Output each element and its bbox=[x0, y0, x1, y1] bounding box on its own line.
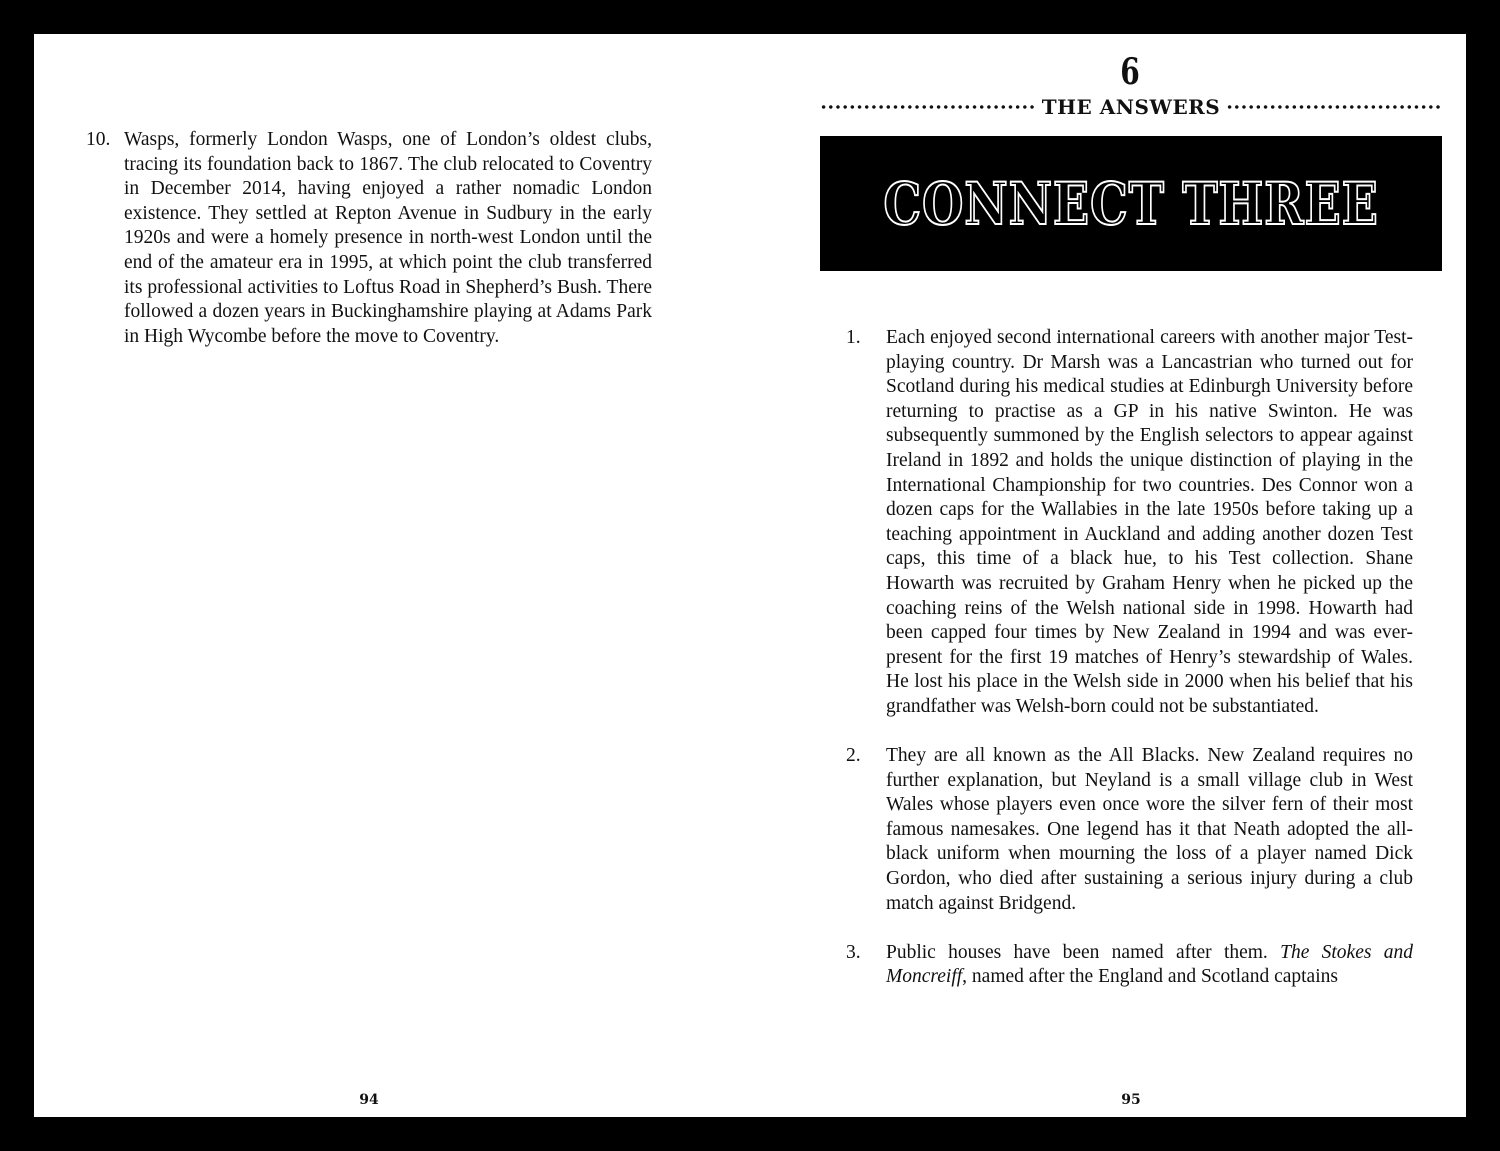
answer-number: 10. bbox=[86, 129, 111, 150]
answer-text-end: , named after the England and Scotland captains bbox=[962, 966, 1338, 988]
dotted-rule-left bbox=[820, 105, 1036, 109]
answer-text bbox=[886, 941, 1413, 990]
book-spread bbox=[34, 34, 1466, 1117]
answer-item-2 bbox=[846, 744, 1413, 916]
answer-number: 1. bbox=[846, 327, 861, 348]
answer-item-1 bbox=[846, 326, 1413, 720]
section-banner bbox=[820, 136, 1442, 271]
pub-name-italic: The Stokes and Moncreiff bbox=[886, 941, 1413, 988]
section-title: CONNECT THREE bbox=[883, 169, 1379, 238]
answer-text: Wasps, formerly London Wasps, one of London’s oldest clubs, tracing its foundation back to 1867. The club relocated to Coventry in December 2014, having enjoyed a rather nomadic London existence. They settled at Repton Avenue in Sudbury in the early 1920s and were a homely presence in north-west London until the end of the amateur era in 1995, at which point the club transferred its professional activities to Loftus Road in Shepherd’s Bush. There followed a dozen years in Buckinghamshire playing at Adams Park in High Wycombe before the move to Coventry. bbox=[124, 129, 652, 347]
answer-number: 3. bbox=[846, 941, 861, 963]
answer-text: They are all known as the All Blacks. New Zealand requires no further explanation, but Neyland is a small village club in West Wales whose players even once wore the silver fern of their most famous namesakes. One legend has it that Neath adopted the all-black uniform when mourning the loss of a player named Dick Gordon, who died after sustaining a serious injury during a club match against Bridgend. bbox=[886, 745, 1413, 914]
chapter-number: 6 bbox=[1120, 51, 1140, 93]
dotted-rule-right bbox=[1226, 105, 1442, 109]
page-number-left: 94 bbox=[359, 1092, 379, 1108]
left-page-answer bbox=[86, 128, 652, 349]
answer-item-3 bbox=[846, 941, 1413, 990]
page-number-right: 95 bbox=[1121, 1092, 1141, 1108]
right-page-answers bbox=[846, 326, 1413, 1015]
chapter-heading bbox=[820, 92, 1442, 122]
chapter-title: THE ANSWERS bbox=[1041, 95, 1221, 119]
answer-item-10 bbox=[86, 128, 652, 349]
answer-text: Each enjoyed second international careers with another major Test-playing country. Dr Marsh was a Lancastrian who turned out for Scotland during his medical studies at Edinburgh University before returning to practise as a GP in his native Swinton. He was subsequently summoned by the English selectors to appear against Ireland in 1892 and holds the unique distinction of playing in the International Championship for two countries. Des Connor won a dozen caps for the Wallabies in the late 1950s before taking up a teaching appointment in Auckland and adding another dozen Test caps, this time of a black hue, to his Test collection. Shane Howarth was recruited by Graham Henry when he picked up the coaching reins of the Welsh national side in 1998. Howarth had been capped four times by New Zealand in 1994 and was ever-present for the first 19 matches of Henry’s stewardship of Wales. He lost his place in the Welsh side in 2000 when his belief that his grandfather was Welsh-born could not be substantiated. bbox=[886, 327, 1413, 717]
answer-number: 2. bbox=[846, 745, 861, 767]
answer-text-start: Public houses have been named after them. bbox=[886, 941, 1281, 963]
